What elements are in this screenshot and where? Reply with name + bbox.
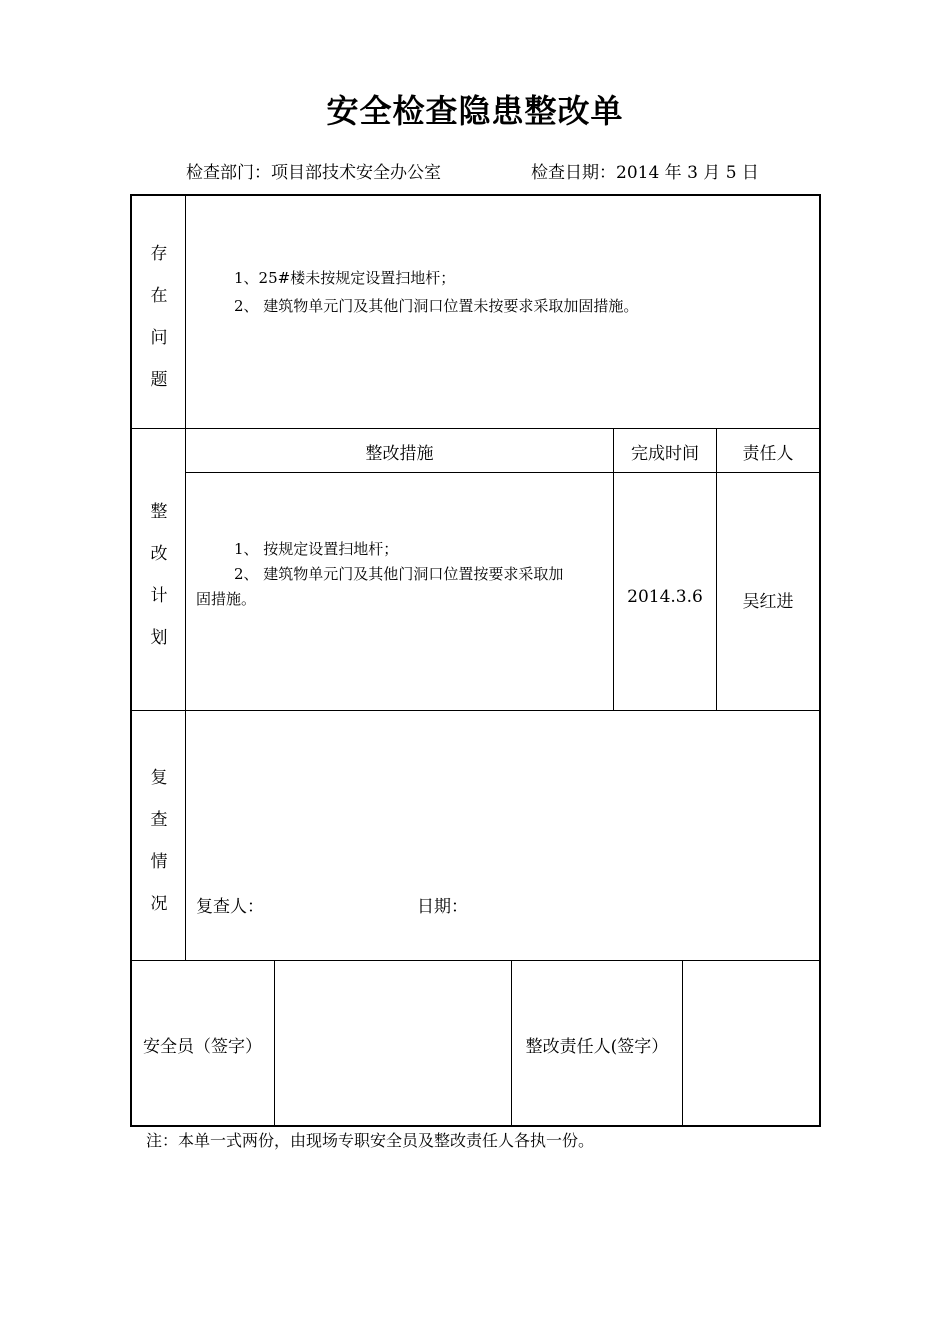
problem-item: 2、 建筑物单元门及其他门洞口位置未按要求采取加固措施。	[234, 297, 639, 315]
safety-officer-signature-area[interactable]	[275, 961, 511, 1125]
measure-line: 1、 按规定设置扫地杆；	[234, 540, 399, 558]
plan-label	[131, 491, 187, 659]
review-label-char: 查	[150, 810, 168, 830]
measure-line: 固措施。	[196, 590, 257, 608]
measures-column-header: 整改措施	[365, 444, 434, 464]
completion-time-column-header: 完成时间	[631, 444, 699, 464]
problems-label-char: 在	[150, 286, 168, 306]
plan-label-char: 整	[150, 502, 168, 522]
footnote: 注：本单一式两份，由现场专职安全员及整改责任人各执一份。	[146, 1131, 595, 1150]
review-label	[131, 757, 187, 925]
review-label-char: 况	[150, 894, 168, 914]
page-title: 安全检查隐患整改单	[326, 92, 624, 130]
measure-line: 2、 建筑物单元门及其他门洞口位置按要求采取加	[234, 565, 564, 583]
plan-label-char: 改	[150, 544, 168, 564]
responsible-signature-label: 整改责任人(签字）	[525, 1037, 669, 1057]
problems-label-char: 问	[150, 328, 168, 348]
responsible-person-value: 吴红进	[742, 592, 794, 612]
plan-label-char: 计	[150, 586, 168, 606]
completion-time-value: 2014.3.6	[627, 587, 703, 607]
problem-item: 1、25#楼未按规定设置扫地杆；	[234, 269, 456, 287]
review-date-field-label: 日期：	[417, 897, 468, 917]
plan-label-char: 划	[150, 628, 168, 648]
inspection-department: 检查部门：项目部技术安全办公室	[186, 163, 441, 183]
problems-label-char: 题	[150, 370, 168, 390]
responsible-signature-area[interactable]	[683, 961, 819, 1125]
responsible-person-column-header: 责任人	[742, 444, 794, 464]
problems-label-char: 存	[150, 244, 168, 264]
problems-label	[131, 233, 187, 401]
safety-officer-signature-label: 安全员（签字）	[143, 1037, 262, 1057]
inspection-date: 检查日期：2014 年 3 月 5 日	[531, 163, 759, 183]
reviewer-field-label: 复查人：	[196, 897, 264, 917]
review-label-char: 复	[150, 768, 168, 788]
review-label-char: 情	[150, 852, 168, 872]
